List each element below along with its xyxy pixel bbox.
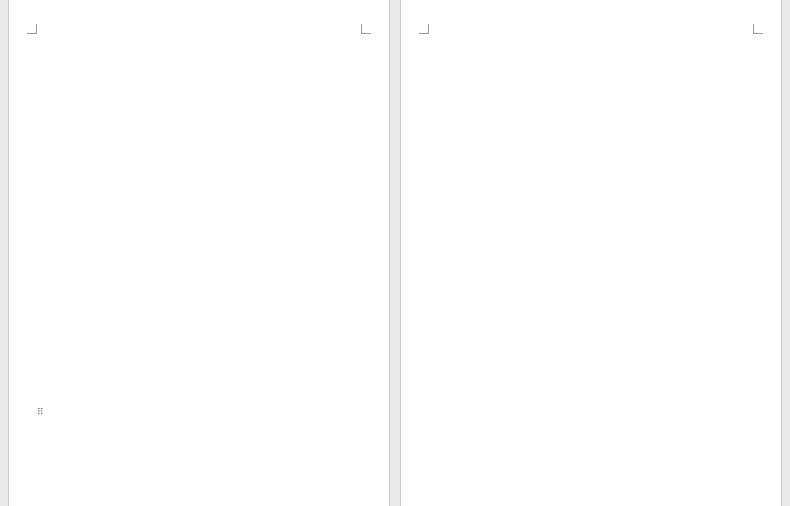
toc-page (8, 0, 390, 506)
content-page (400, 0, 782, 506)
crop-mark (419, 24, 429, 34)
crop-mark (361, 24, 371, 34)
crop-mark (27, 24, 37, 34)
crop-mark (753, 24, 763, 34)
drag-handle-icon[interactable]: ⠿ (37, 408, 44, 418)
